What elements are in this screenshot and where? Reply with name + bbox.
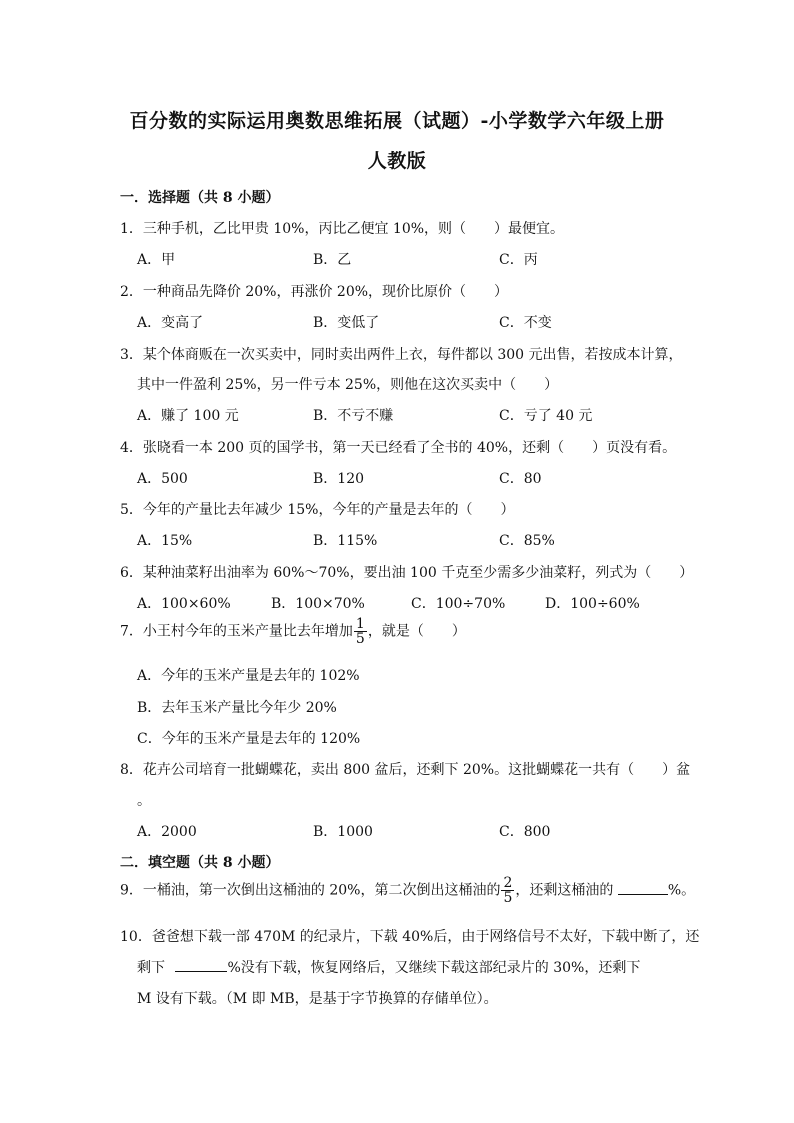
q6-option-b: B．100×70% xyxy=(271,596,365,612)
q9-fraction xyxy=(501,876,514,905)
q7-text-suffix: ，就是（ ） xyxy=(367,623,466,640)
question-10-line1: 10．爸爸想下载一部 470M 的纪录片，下载 40%后，由于网络信号不太好，下载中断了，还 xyxy=(120,929,700,945)
question-9 xyxy=(120,876,695,905)
question-3-line2: 其中一件盈利 25%，另一件亏本 25%，则他在这次买卖中（ ） xyxy=(137,377,559,393)
q5-option-b: B．115% xyxy=(313,533,378,549)
section-heading-choice: 一．选择题（共 8 小题） xyxy=(120,190,280,206)
q9-text-prefix: 9．一桶油，第一次倒出这桶油的 20%，第二次倒出这桶油的 xyxy=(120,882,501,899)
q5-option-a: A．15% xyxy=(137,533,193,549)
q7-fraction-denominator: 5 xyxy=(355,631,365,647)
q6-option-c: C．100÷70% xyxy=(411,596,506,612)
page-title: 百分数的实际运用奥数思维拓展（试题）-小学数学六年级上册 xyxy=(129,110,665,132)
question-7 xyxy=(120,617,466,646)
q3-option-c: C．亏了 40 元 xyxy=(499,408,593,424)
question-6: 6．某种油菜籽出油率为 60%～70%，要出油 100 千克至少需多少油菜籽，列式为（ ） xyxy=(120,565,694,581)
q3-option-b: B．不亏不赚 xyxy=(313,408,394,424)
q9-text-mid: ，还剩这桶油的 xyxy=(515,882,618,899)
q5-option-c: C．85% xyxy=(499,533,555,549)
q10-answer-blank[interactable] xyxy=(175,957,227,972)
q1-option-b: B．乙 xyxy=(313,252,352,268)
q8-option-a: A．2000 xyxy=(137,824,197,840)
q2-option-c: C．不变 xyxy=(499,315,552,331)
q7-fraction xyxy=(354,617,367,646)
q4-option-b: B．120 xyxy=(313,471,365,487)
question-10-line3: M 设有下载。（M 即 MB，是基于字节换算的存储单位）。 xyxy=(137,991,498,1007)
q9-answer-blank[interactable] xyxy=(618,880,668,895)
question-1: 1．三种手机，乙比甲贵 10%，丙比乙便宜 10%，则（ ）最便宜。 xyxy=(120,221,565,237)
q6-option-a: A．100×60% xyxy=(137,596,231,612)
q4-option-a: A．500 xyxy=(137,471,188,487)
q7-option-b: B．去年玉米产量比今年少 20% xyxy=(137,700,337,716)
q2-option-a: A．变高了 xyxy=(137,315,204,331)
q1-option-c: C．丙 xyxy=(499,252,538,268)
question-8-line2: 。 xyxy=(137,793,151,809)
question-4: 4．张晓看一本 200 页的国学书，第一天已经看了全书的 40%，还剩（ ）页没有看。 xyxy=(120,440,677,456)
q7-fraction-numerator: 1 xyxy=(355,616,365,632)
question-5: 5．今年的产量比去年减少 15%，今年的产量是去年的（ ） xyxy=(120,502,515,518)
q10-line2-suffix: %没有下载，恢复网络后，又继续下载这部纪录片的 30%，还剩下 xyxy=(227,960,641,976)
q9-fraction-numerator: 2 xyxy=(503,875,513,891)
question-8-line1: 8．花卉公司培育一批蝴蝶花，卖出 800 盆后，还剩下 20%。这批蝴蝶花一共有（ ）盆 xyxy=(120,762,691,778)
q4-option-c: C．80 xyxy=(499,471,542,487)
question-2: 2．一种商品先降价 20%，再涨价 20%，现价比原价（ ） xyxy=(120,284,509,300)
q3-option-a: A．赚了 100 元 xyxy=(137,408,239,424)
q8-option-b: B．1000 xyxy=(313,824,373,840)
q6-option-d: D．100÷60% xyxy=(545,596,640,612)
section-heading-fill: 二．填空题（共 8 小题） xyxy=(120,855,280,871)
q7-option-a: A．今年的玉米产量是去年的 102% xyxy=(137,668,360,684)
q9-text-suffix: %。 xyxy=(667,882,696,899)
q7-text-prefix: 7．小王村今年的玉米产量比去年增加 xyxy=(120,623,353,640)
question-3-line1: 3．某个体商贩在一次买卖中，同时卖出两件上衣，每件都以 300 元出售，若按成本计算， xyxy=(120,347,683,363)
page-title-line2: 人教版 xyxy=(367,150,427,172)
q2-option-b: B．变低了 xyxy=(313,315,380,331)
q9-fraction-denominator: 5 xyxy=(503,890,513,906)
q8-option-c: C．800 xyxy=(499,824,551,840)
question-10-line2 xyxy=(137,957,640,977)
q7-option-c: C．今年的玉米产量是去年的 120% xyxy=(137,731,361,747)
q1-option-a: A．甲 xyxy=(137,252,176,268)
q10-line2-prefix: 剩下 xyxy=(137,960,170,976)
